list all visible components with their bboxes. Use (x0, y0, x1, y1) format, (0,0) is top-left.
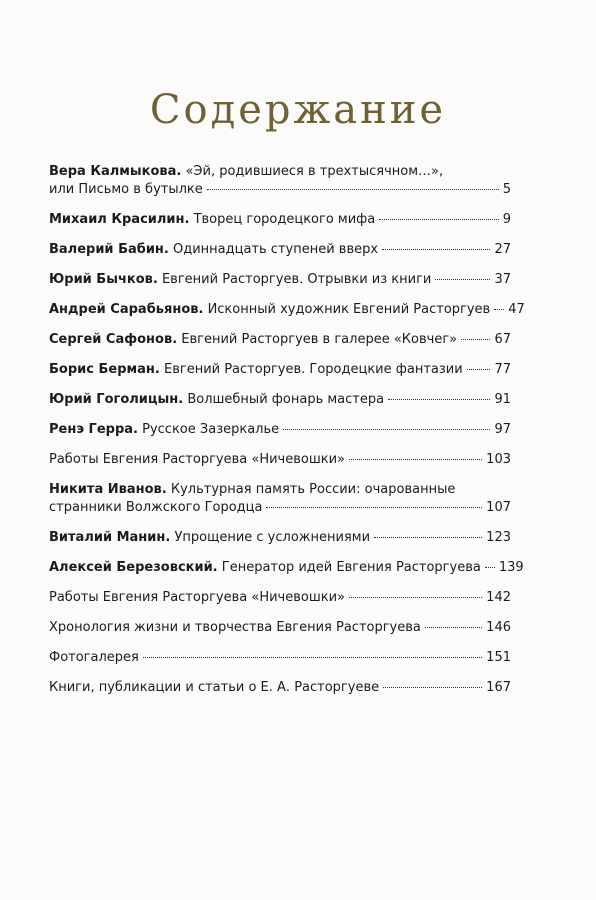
toc-title: Книги, публикации и статьи о Е. А. Расторгуеве (49, 680, 380, 695)
toc-entry[interactable] (49, 619, 511, 637)
toc-title: Одиннадцать ступеней вверх (173, 242, 379, 257)
toc-title: Русское Зазеркалье (142, 422, 280, 437)
dot-leader (266, 507, 482, 508)
toc-title: Евгений Расторгуев. Отрывки из книги (161, 272, 432, 287)
toc-author: Никита Иванов. (49, 482, 167, 497)
toc-page-number: 67 (494, 332, 511, 347)
toc-author: Борис Берман. (49, 362, 160, 377)
toc-page-number: 151 (486, 650, 511, 665)
toc-entry[interactable] (49, 451, 511, 469)
page-title: Содержание (149, 86, 447, 133)
dot-leader (383, 687, 482, 688)
toc-page-number: 91 (494, 392, 511, 407)
dot-leader (283, 429, 490, 430)
toc-author: Юрий Гоголицын. (49, 392, 184, 407)
toc-page-number: 77 (494, 362, 511, 377)
toc-title: Творец городецкого мифа (193, 212, 376, 227)
toc-page-number: 27 (494, 242, 511, 257)
dot-leader (425, 627, 482, 628)
toc-entry[interactable] (49, 529, 511, 547)
toc-page-number: 37 (494, 272, 511, 287)
dot-leader (461, 339, 490, 340)
toc-entry[interactable] (49, 589, 511, 607)
toc-author: Андрей Сарабьянов. (49, 302, 204, 317)
toc-title: Генератор идей Евгения Расторгуева (221, 560, 481, 575)
toc-title: Евгений Расторгуев в галерее «Ковчег» (181, 332, 458, 347)
toc-page-number: 97 (494, 422, 511, 437)
toc-entry[interactable] (49, 241, 511, 259)
toc-title: Работы Евгения Расторгуева «Ничевошки» (49, 452, 345, 467)
toc-page-number: 167 (486, 680, 511, 695)
toc-title: Волшебный фонарь мастера (187, 392, 385, 407)
toc-title-line2: странники Волжского Городца (49, 500, 263, 515)
toc-author: Виталий Манин. (49, 530, 171, 545)
toc-entry[interactable] (49, 559, 524, 577)
toc-entry[interactable] (49, 391, 511, 409)
toc-author: Михаил Красилин. (49, 212, 190, 227)
toc-title: Фотогалерея (49, 650, 139, 665)
toc-author: Ренэ Герра. (49, 422, 138, 437)
toc-entry[interactable] (49, 649, 511, 667)
table-of-contents (49, 163, 525, 709)
dot-leader (349, 459, 482, 460)
toc-page-number: 123 (486, 530, 511, 545)
toc-title-line1: «Эй, родившиеся в трехтысячном…», (185, 164, 444, 179)
toc-author: Юрий Бычков. (49, 272, 158, 287)
dot-leader (374, 537, 482, 538)
toc-title: Евгений Расторгуев. Городецкие фантазии (163, 362, 463, 377)
toc-entry[interactable] (49, 163, 511, 199)
toc-author: Алексей Березовский. (49, 560, 218, 575)
toc-page-number: 9 (502, 212, 511, 227)
toc-author: Сергей Сафонов. (49, 332, 178, 347)
toc-entry[interactable] (49, 331, 511, 349)
toc-author: Валерий Бабин. (49, 242, 169, 257)
toc-author: Вера Калмыкова. (49, 164, 182, 179)
toc-title: Упрощение с усложнениями (174, 530, 371, 545)
toc-entry[interactable] (49, 211, 511, 229)
dot-leader (207, 189, 499, 190)
toc-page-number: 142 (486, 590, 511, 605)
toc-title: Работы Евгения Расторгуева «Ничевошки» (49, 590, 345, 605)
toc-title-line2: или Письмо в бутылке (49, 182, 203, 197)
toc-entry[interactable] (49, 679, 511, 697)
dot-leader (467, 369, 491, 370)
toc-entry[interactable] (49, 481, 511, 517)
dot-leader (388, 399, 490, 400)
toc-page-number: 103 (486, 452, 511, 467)
dot-leader (143, 657, 482, 658)
toc-entry[interactable] (49, 271, 511, 289)
toc-entry[interactable] (49, 421, 511, 439)
toc-title-line1: Культурная память России: очарованные (170, 482, 456, 497)
toc-page-number: 5 (502, 182, 511, 197)
toc-page-number: 139 (498, 560, 524, 575)
dot-leader (494, 309, 504, 310)
toc-entry[interactable] (49, 301, 525, 319)
dot-leader (435, 279, 490, 280)
dot-leader (485, 567, 495, 568)
dot-leader (382, 249, 490, 250)
dot-leader (349, 597, 482, 598)
toc-page-number: 47 (508, 302, 525, 317)
toc-title: Хронология жизни и творчества Евгения Расторгуева (49, 620, 421, 635)
dot-leader (379, 219, 498, 220)
toc-page-number: 107 (486, 500, 511, 515)
toc-title: Исконный художник Евгений Расторгуев (207, 302, 491, 317)
toc-entry[interactable] (49, 361, 511, 379)
toc-page-number: 146 (486, 620, 511, 635)
